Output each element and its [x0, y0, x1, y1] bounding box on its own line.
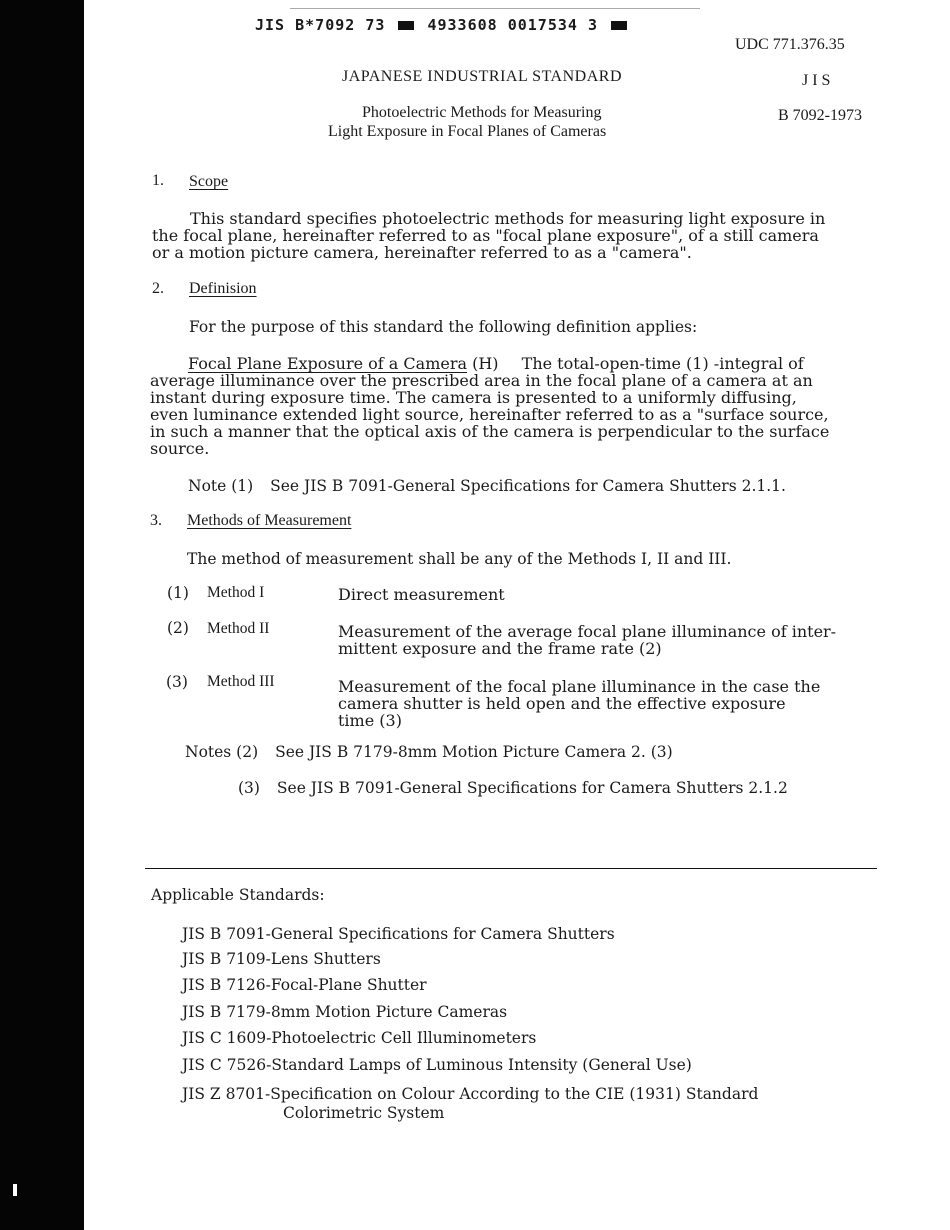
redaction-block [611, 21, 627, 30]
method-2-name: Method II [207, 620, 270, 637]
applicable-item-continuation: Colorimetric System [283, 1104, 445, 1122]
applicable-item: JIS B 7109-Lens Shutters [182, 950, 381, 968]
header-rule [290, 8, 700, 9]
applicable-item: JIS B 7179-8mm Motion Picture Cameras [182, 1003, 508, 1021]
note-1: Note (1) See JIS B 7091-General Specifications for Camera Shutters 2.1.1. [188, 477, 786, 495]
applicable-item: JIS C 7526-Standard Lamps of Luminous Intensity (General Use) [182, 1056, 692, 1074]
title-line-2: Light Exposure in Focal Planes of Cameras [328, 123, 607, 140]
methods-intro: The method of measurement shall be any of the Methods I, II and III. [187, 550, 732, 568]
method-2-num: (2) [167, 619, 189, 637]
udc-number: UDC 771.376.35 [735, 36, 845, 53]
method-1-num: (1) [167, 584, 189, 602]
section-3-number: 3. [150, 512, 162, 529]
definition-intro: For the purpose of this standard the following definition applies: [189, 318, 698, 336]
applicable-item: JIS B 7126-Focal-Plane Shutter [182, 976, 427, 994]
notes-3: (3) See JIS B 7091-General Specifications for Camera Shutters 2.1.2 [238, 779, 788, 797]
defined-term: Focal Plane Exposure of a Camera [188, 354, 468, 373]
footnote-divider [145, 868, 877, 869]
method-2-desc: Measurement of the average focal plane illuminance of inter- mittent exposure and the frame rate (2) [338, 622, 837, 658]
applicable-heading: Applicable Standards: [151, 886, 325, 904]
standard-org: JAPANESE INDUSTRIAL STANDARD [342, 68, 622, 85]
method-1-name: Method I [207, 584, 265, 601]
title-line-1: Photoelectric Methods for Measuring [362, 104, 602, 121]
term-symbol: (H) [472, 354, 499, 373]
jis-label: J I S [802, 72, 831, 89]
section-2-heading: Definision [189, 280, 257, 297]
scan-mark [13, 1184, 17, 1196]
redaction-block [398, 21, 414, 30]
standard-number: B 7092-1973 [778, 107, 862, 124]
document-code: JIS B*7092 73 4933608 0017534 3 [255, 16, 630, 34]
section-2-number: 2. [152, 280, 164, 297]
section-1-number: 1. [152, 172, 164, 189]
section-3-heading: Methods of Measurement [187, 512, 352, 529]
scan-margin [0, 0, 84, 1230]
method-3-desc: Measurement of the focal plane illuminance in the case the camera shutter is held open and the effective exposure time (3) [338, 677, 821, 730]
method-1-desc: Direct measurement [338, 585, 505, 604]
applicable-item: JIS C 1609-Photoelectric Cell Illuminometers [182, 1029, 537, 1047]
notes-2: Notes (2) See JIS B 7179-8mm Motion Picture Camera 2. (3) [185, 743, 673, 761]
method-3-name: Method III [207, 673, 275, 690]
section-1-heading: Scope [189, 173, 229, 190]
applicable-item: JIS B 7091-General Specifications for Camera Shutters [182, 925, 615, 943]
method-3-num: (3) [166, 673, 188, 691]
applicable-item: JIS Z 8701-Specification on Colour According to the CIE (1931) Standard [182, 1085, 759, 1103]
scope-paragraph: This standard specifies photoelectric methods for measuring light exposure in the focal plane, hereinafter referred to as "focal plane exposure", of a still camera or a motion picture camera, hereinafter referred to as a "camera". [152, 209, 826, 262]
definition-paragraph: Focal Plane Exposure of a Camera (H) The total-open-time (1) -integral of average illuminance over the prescribed area in the focal plane of a camera at an instant during exposure time. The camera is presented to a uniformly diffusing, even luminance extended light source, hereinafter referred to as a "surface source, in such a manner that the optical axis of the camera is perpendicular to the surface source. [150, 354, 830, 458]
